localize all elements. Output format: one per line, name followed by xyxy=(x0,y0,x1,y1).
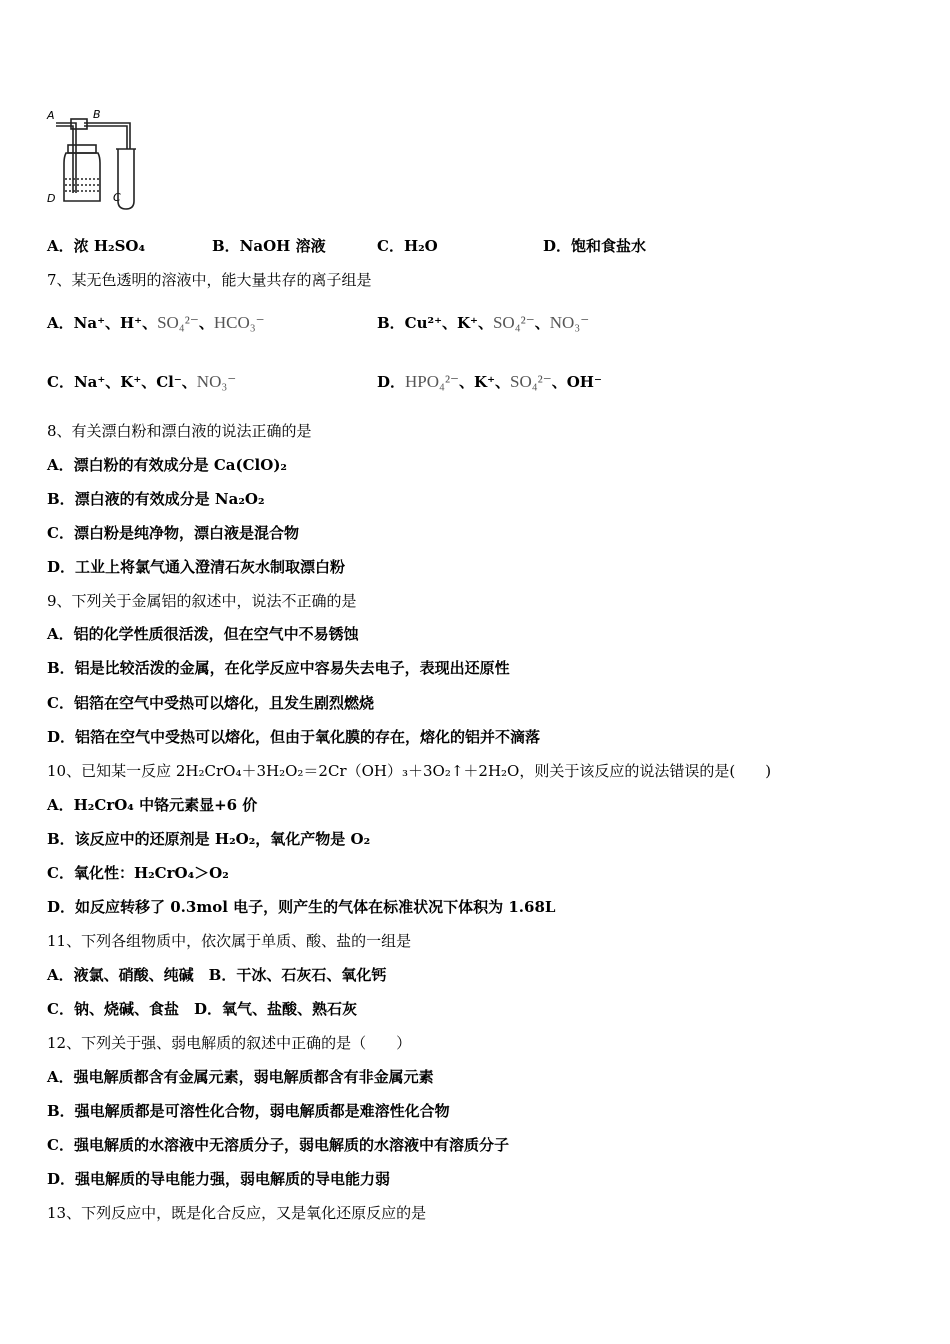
q7-option-b xyxy=(377,313,589,333)
q7-c-ion1: NO₃⁻ xyxy=(196,372,237,391)
q6-option-a: A．浓 H₂SO₄ xyxy=(47,237,146,255)
q10-option-a: A．H₂CrO₄ 中铬元素显+6 价 xyxy=(47,796,258,814)
q12-stem: 12、下列关于强、弱电解质的叙述中正确的是（ ） xyxy=(47,1034,412,1052)
q7-a-ion2: HCO₃⁻ xyxy=(213,313,265,332)
q10-option-c: C．氧化性：H₂CrO₄＞O₂ xyxy=(47,864,229,882)
q9-option-c: C．铝箔在空气中受热可以熔化，且发生剧烈燃烧 xyxy=(47,694,374,712)
q7-a-sep: 、 xyxy=(198,314,214,332)
q9-option-d: D．铝箔在空气中受热可以熔化，但由于氧化膜的存在，熔化的铝并不滴落 xyxy=(47,728,541,746)
q10-option-d: D．如反应转移了 0.3mol 电子，则产生的气体在标准状况下体积为 1.68L xyxy=(47,898,556,916)
q12-option-a: A．强电解质都含有金属元素，弱电解质都含有非金属元素 xyxy=(47,1068,434,1086)
q7-d-prefix: D． xyxy=(377,373,406,391)
q8-option-c: C．漂白粉是纯净物，漂白液是混合物 xyxy=(47,524,299,542)
label-a: A xyxy=(47,109,55,122)
q9-option-a: A．铝的化学性质很活泼，但在空气中不易锈蚀 xyxy=(47,625,359,643)
q7-option-d xyxy=(377,372,602,392)
q9-option-b: B．铝是比较活泼的金属，在化学反应中容易失去电子，表现出还原性 xyxy=(47,659,510,677)
q7-d-ion2: SO₄²⁻ xyxy=(510,372,552,391)
q6-option-c: C．H₂O xyxy=(377,237,438,255)
q7-stem: 7、某无色透明的溶液中，能大量共存的离子组是 xyxy=(47,271,372,289)
q7-d-mid: 、K⁺、 xyxy=(459,373,510,391)
q7-d-suffix: 、OH⁻ xyxy=(551,373,602,391)
q13-stem: 13、下列反应中，既是化合反应，又是氧化还原反应的是 xyxy=(47,1204,427,1222)
q8-stem: 8、有关漂白粉和漂白液的说法正确的是 xyxy=(47,422,312,440)
label-d: D xyxy=(47,192,56,205)
q8-option-d: D．工业上将氯气通入澄清石灰水制取漂白粉 xyxy=(47,558,346,576)
q11-options-cd: C．钠、烧碱、食盐 D．氧气、盐酸、熟石灰 xyxy=(47,1000,357,1018)
label-c: C xyxy=(113,191,121,204)
q7-option-c xyxy=(47,372,236,392)
q9-stem: 9、下列关于金属铝的叙述中，说法不正确的是 xyxy=(47,592,357,610)
q7-b-prefix: B．Cu²⁺、K⁺、 xyxy=(377,314,493,332)
q6-option-d: D．饱和食盐水 xyxy=(543,237,647,255)
q7-d-ion1: HPO₄²⁻ xyxy=(405,372,460,391)
q6-option-b: B．NaOH 溶液 xyxy=(212,237,326,255)
q8-option-a: A．漂白粉的有效成分是 Ca(ClO)₂ xyxy=(47,456,287,474)
q7-a-prefix: A．Na⁺、H⁺、 xyxy=(47,314,158,332)
q7-b-sep: 、 xyxy=(534,314,550,332)
q7-option-a xyxy=(47,313,265,333)
q12-option-c: C．强电解质的水溶液中无溶质分子，弱电解质的水溶液中有溶质分子 xyxy=(47,1136,509,1154)
q10-stem: 10、已知某一反应 2H₂CrO₄＋3H₂O₂＝2Cr（OH）₃＋3O₂↑＋2H₂O，则关于该反应的说法错误的是( ) xyxy=(47,762,772,780)
q7-b-ion1: SO₄²⁻ xyxy=(492,313,535,332)
q8-option-b: B．漂白液的有效成分是 Na₂O₂ xyxy=(47,490,265,508)
gas-apparatus-figure xyxy=(44,105,152,217)
q12-option-d: D．强电解质的导电能力强，弱电解质的导电能力弱 xyxy=(47,1170,391,1188)
q7-c-prefix: C．Na⁺、K⁺、Cl⁻、 xyxy=(47,373,197,391)
q12-option-b: B．强电解质都是可溶性化合物，弱电解质都是难溶性化合物 xyxy=(47,1102,450,1120)
q11-options-ab: A．液氯、硝酸、纯碱 B．干冰、石灰石、氧化钙 xyxy=(47,966,387,984)
q11-stem: 11、下列各组物质中，依次属于单质、酸、盐的一组是 xyxy=(47,932,412,950)
q10-option-b: B．该反应中的还原剂是 H₂O₂，氧化产物是 O₂ xyxy=(47,830,371,848)
label-b: B xyxy=(93,108,101,121)
q7-a-ion1: SO₄²⁻ xyxy=(157,313,199,332)
q7-b-ion2: NO₃⁻ xyxy=(549,313,590,332)
